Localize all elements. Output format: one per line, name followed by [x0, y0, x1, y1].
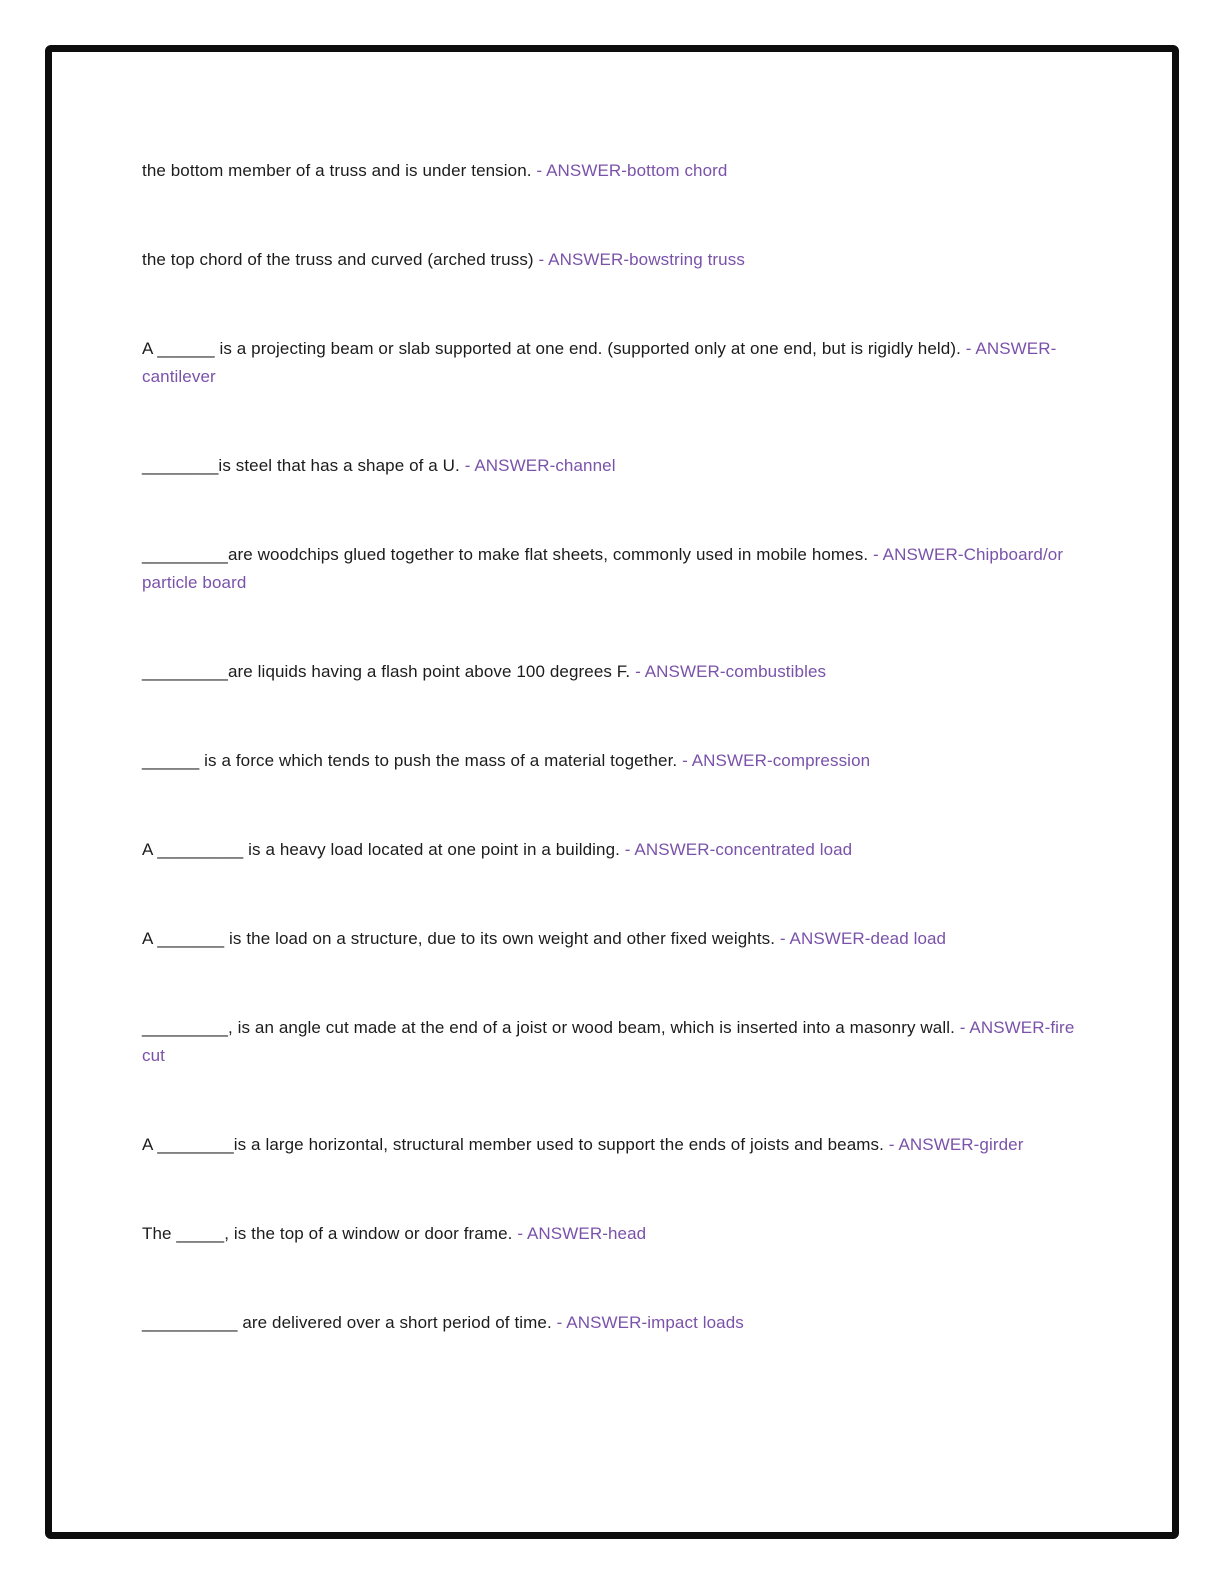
answer-text: - ANSWER-bowstring truss: [538, 250, 745, 269]
answer-text: - ANSWER-head: [517, 1224, 647, 1243]
qa-item: [142, 335, 1084, 391]
answer-text: - ANSWER-compression: [682, 751, 871, 770]
qa-item: [142, 836, 1084, 864]
question-text: __________ are delivered over a short period of time.: [142, 1313, 557, 1332]
answer-text: - ANSWER-channel: [464, 456, 616, 475]
qa-item: [142, 747, 1084, 775]
question-text: A _______ is the load on a structure, due to its own weight and other fixed weights.: [142, 929, 780, 948]
question-text: _________, is an angle cut made at the end of a joist or wood beam, which is inserted into a masonry wall.: [142, 1018, 960, 1037]
answer-text: - ANSWER-cantilever: [142, 339, 1057, 386]
qa-item: [142, 1014, 1084, 1070]
question-text: ______ is a force which tends to push the mass of a material together.: [142, 751, 683, 770]
answer-text: - ANSWER-bottom chord: [536, 161, 728, 180]
qa-item: [142, 541, 1084, 597]
qa-item: [142, 1309, 1084, 1337]
question-text: The _____, is the top of a window or door frame.: [142, 1224, 518, 1243]
answer-text: - ANSWER-combustibles: [635, 662, 827, 681]
answer-text: - ANSWER-girder: [888, 1135, 1024, 1154]
document-page: [45, 45, 1179, 1539]
qa-item: [142, 658, 1084, 686]
answer-text: - ANSWER-Chipboard/or particle board: [142, 545, 1064, 592]
question-text: A ________is a large horizontal, structural member used to support the ends of joists and beams.: [142, 1135, 889, 1154]
qa-item: [142, 1131, 1084, 1159]
question-text: the top chord of the truss and curved (arched truss): [142, 250, 539, 269]
qa-item: [142, 157, 1084, 185]
question-text: A ______ is a projecting beam or slab supported at one end. (supported only at one end, but is rigidly held).: [142, 339, 966, 358]
qa-item: [142, 452, 1084, 480]
answer-text: - ANSWER-concentrated load: [624, 840, 853, 859]
question-text: _________are woodchips glued together to make flat sheets, commonly used in mobile homes.: [142, 545, 873, 564]
question-text: _________are liquids having a flash point above 100 degrees F.: [142, 662, 636, 681]
question-text: ________is steel that has a shape of a U.: [142, 456, 465, 475]
answer-text: - ANSWER-fire cut: [142, 1018, 1075, 1065]
qa-item: [142, 1220, 1084, 1248]
qa-item: [142, 246, 1084, 274]
question-text: the bottom member of a truss and is under tension.: [142, 161, 537, 180]
answer-text: - ANSWER-dead load: [779, 929, 947, 948]
answer-text: - ANSWER-impact loads: [556, 1313, 744, 1332]
question-text: A _________ is a heavy load located at one point in a building.: [142, 840, 625, 859]
qa-item: [142, 925, 1084, 953]
